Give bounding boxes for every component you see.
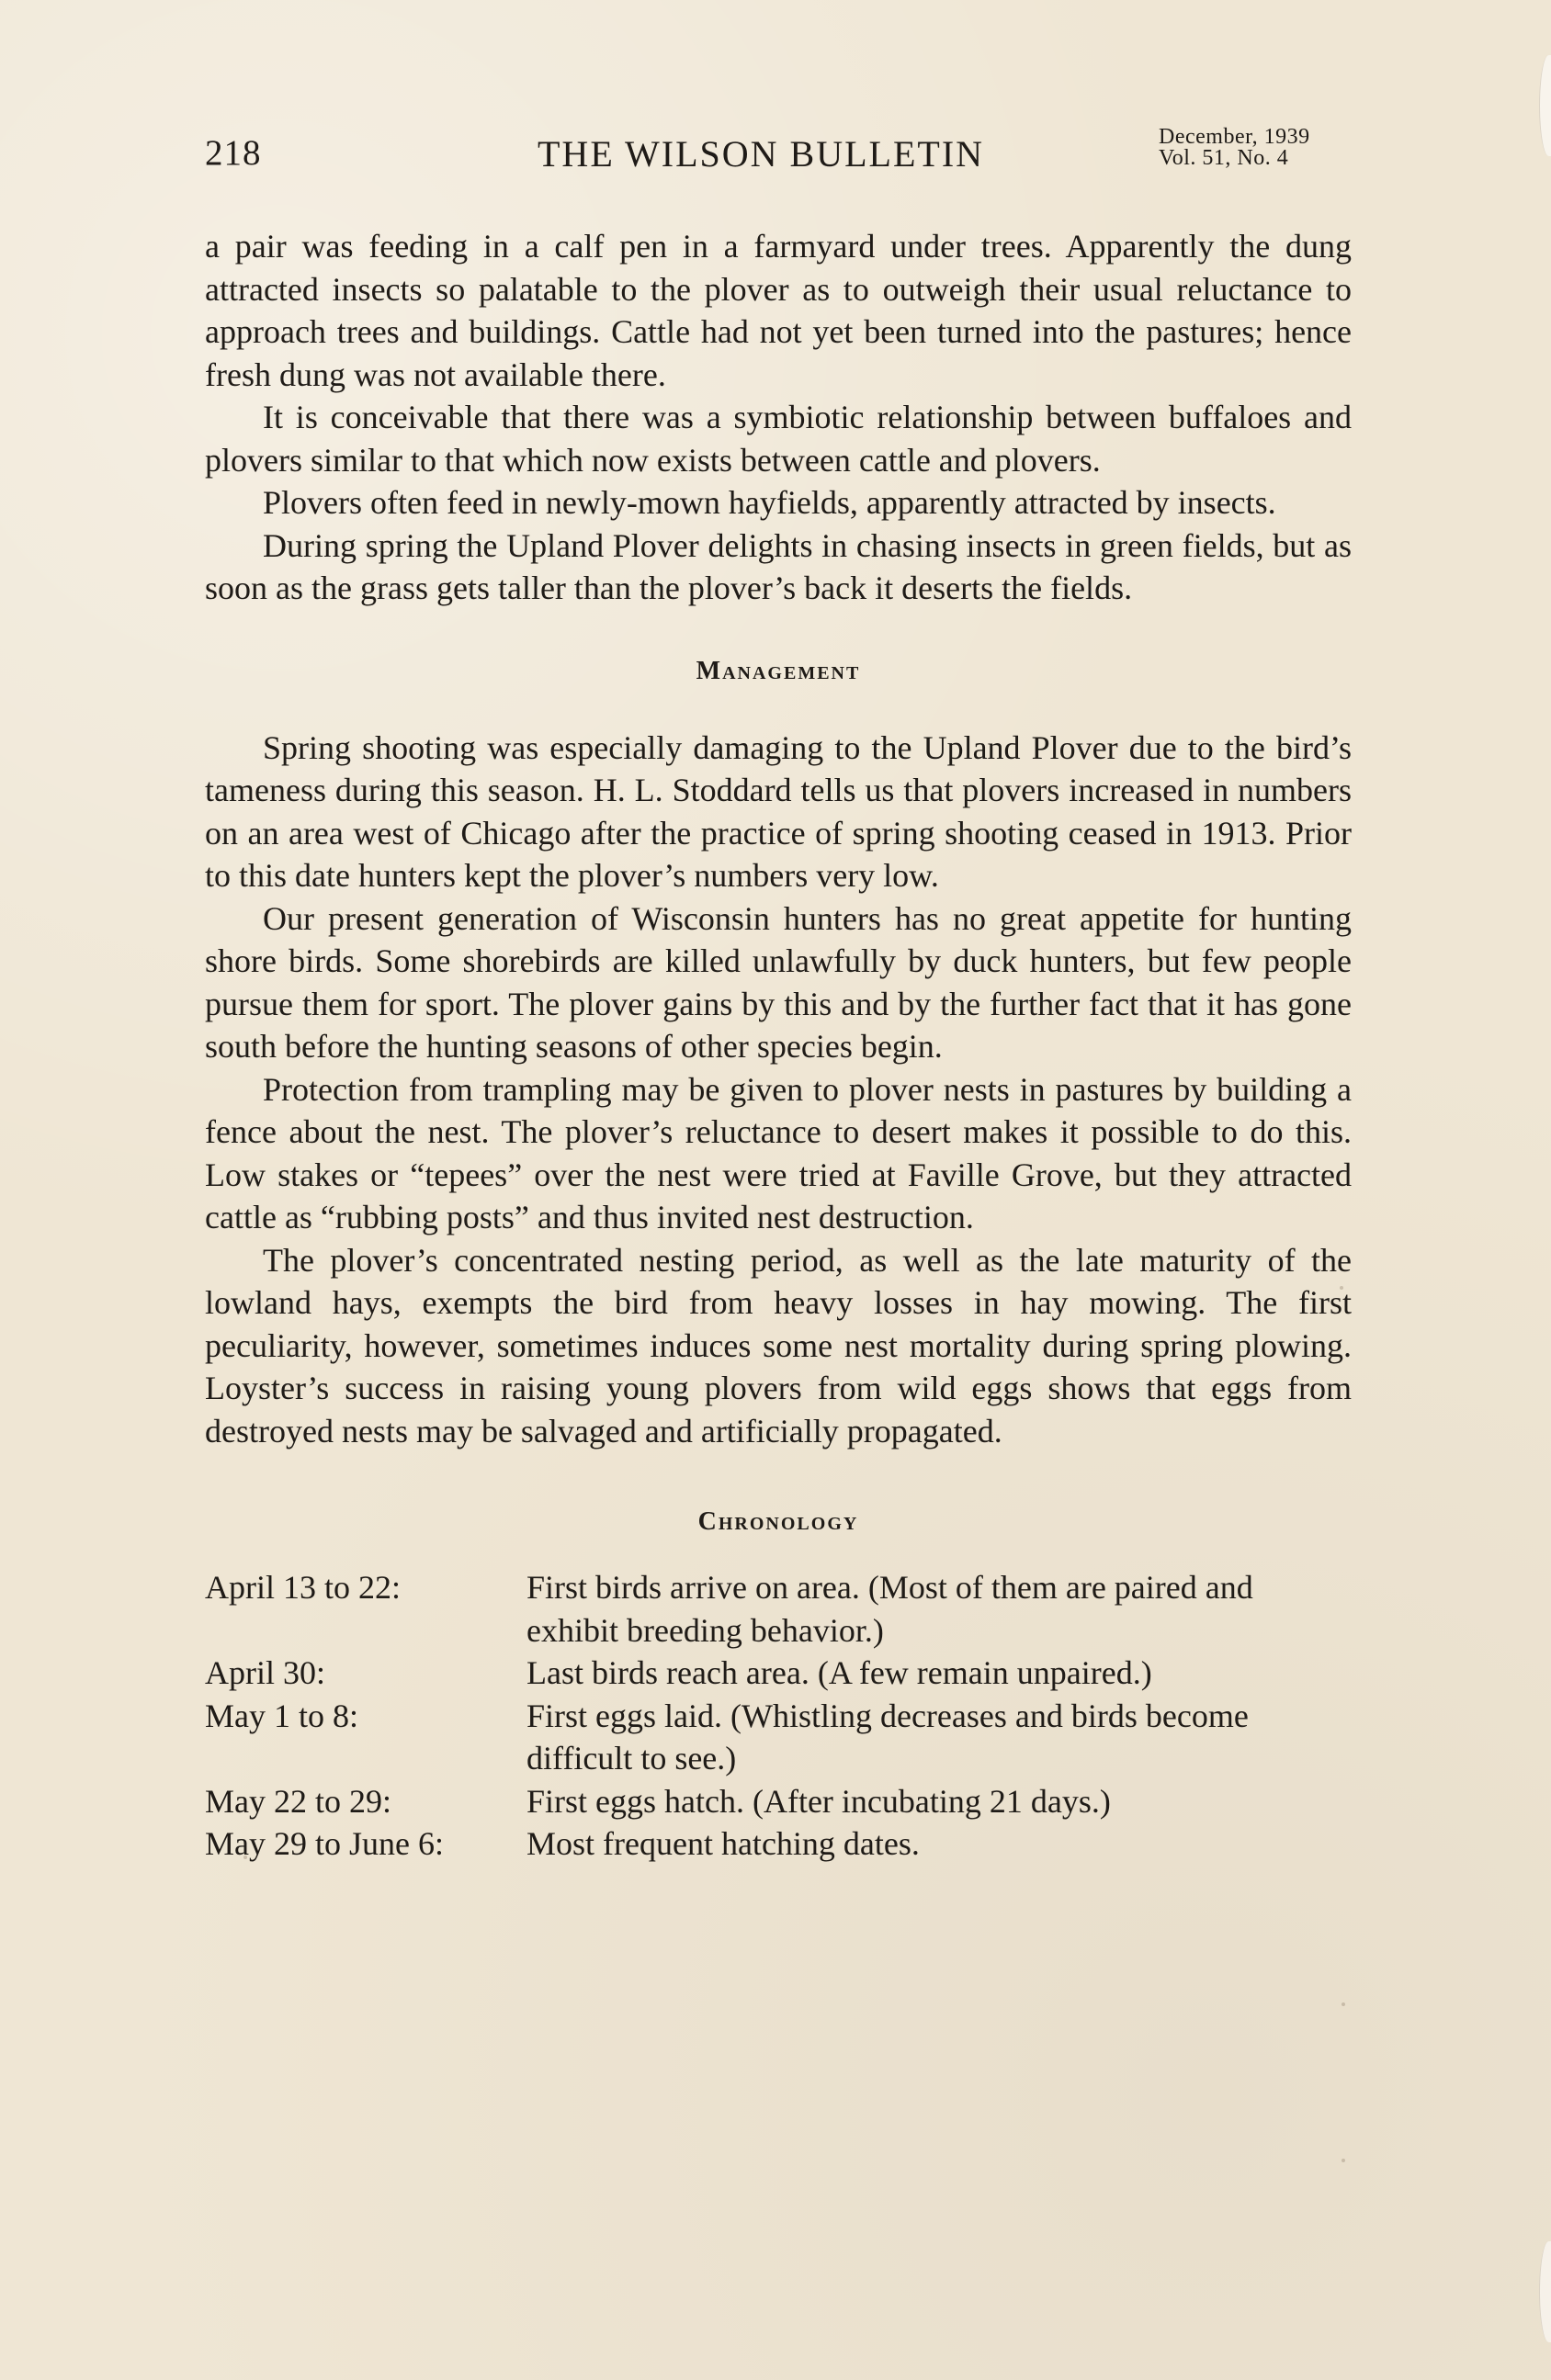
- chronology-date: April 13 to 22:: [205, 1569, 401, 1606]
- body-paragraph: During spring the Upland Plover delights in chasing insects in green fields, but as soon as the grass gets taller than the plover’s back it deserts the fields.: [205, 526, 1352, 606]
- management-paragraph: Protection from trampling may be given to plover nests in pastures by building a fence about the nest. The plover’s reluctance to desert makes it possible to do this. Low stakes or “tepees” over the nest were tried at Faville Grove, but they attracted cattle as “rubbing posts” and thus invited nest destruction.: [205, 1070, 1352, 1235]
- body-paragraph: Plovers often feed in newly-mown hayfields, apparently attracted by insects.: [263, 484, 1276, 521]
- chronology-date: May 29 to June 6:: [205, 1825, 444, 1862]
- article-body: [205, 225, 1352, 1866]
- chronology-description: First eggs laid. (Whistling decreases and birds become difficult to see.): [526, 1697, 1249, 1777]
- page-edge-mark-top: [1539, 55, 1551, 156]
- issue-volume: Vol. 51, No. 4: [1159, 146, 1289, 170]
- management-paragraph: The plover’s concentrated nesting period, as well as the late maturity of the lowland hays, exempts the bird from heavy losses in hay mowing. The first peculiarity, however, sometimes induces some nest mortality during spring plowing. Loyster’s success in raising young plovers from wild eggs shows that eggs from destroyed nests may be salvaged and artificially propagated.: [205, 1241, 1352, 1449]
- chronology-row: [205, 1780, 1352, 1823]
- chronology-description: First birds arrive on area. (Most of them are paired and exhibit breeding behavior.): [526, 1569, 1253, 1649]
- chronology-description: Most frequent hatching dates.: [526, 1825, 920, 1862]
- chronology-row: [205, 1566, 1352, 1652]
- chronology-row: [205, 1695, 1352, 1780]
- management-paragraph: Spring shooting was especially damaging to the Upland Plover due to the bird’s tameness during this season. H. L. Stoddard tells us that plovers increased in numbers on an area west of Chicago after the practice of spring shooting ceased in 1913. Prior to this date hunters kept the plover’s numbers very low.: [205, 728, 1352, 894]
- chronology-date: April 30:: [205, 1654, 325, 1691]
- issue-info: [1159, 127, 1352, 169]
- body-paragraph: a pair was feeding in a calf pen in a farmyard under trees. Apparently the dung attracted insects so palatable to the plover as to outweigh their usual reluctance to approach trees and buildings. Cattle had not yet been turned into the pastures; hence fresh dung was not available there.: [205, 228, 1352, 393]
- body-paragraph: It is conceivable that there was a symbiotic relationship between buffaloes and plovers similar to that which now exists between cattle and plovers.: [205, 399, 1352, 479]
- chronology-description: First eggs hatch. (After incubating 21 days.): [526, 1782, 1111, 1820]
- running-header: [205, 127, 1352, 191]
- chronology-heading: Chronology: [697, 1507, 859, 1536]
- paper-speck: [1342, 2159, 1345, 2162]
- paper-speck: [1342, 2002, 1345, 2006]
- chronology-date: May 1 to 8:: [205, 1697, 358, 1734]
- chronology-row: [205, 1652, 1352, 1695]
- chronology-row: [205, 1822, 1352, 1866]
- chronology-description: Last birds reach area. (A few remain unpaired.): [526, 1654, 1152, 1691]
- management-paragraph: Our present generation of Wisconsin hunters has no great appetite for hunting shore birds. Some shorebirds are killed unlawfully by duck hunters, but few people pursue them for sport. The plover gains by this and by the further fact that it has gone south before the hunting seasons of other species begin.: [205, 899, 1352, 1065]
- issue-date: December, 1939: [1159, 125, 1310, 149]
- chronology-date: May 22 to 29:: [205, 1782, 391, 1820]
- chronology-list: [205, 1566, 1352, 1866]
- page-edge-mark-bottom: [1539, 2241, 1551, 2342]
- management-heading: Management: [696, 656, 861, 685]
- journal-title: THE WILSON BULLETIN: [538, 133, 985, 175]
- page-number: 218: [205, 133, 262, 173]
